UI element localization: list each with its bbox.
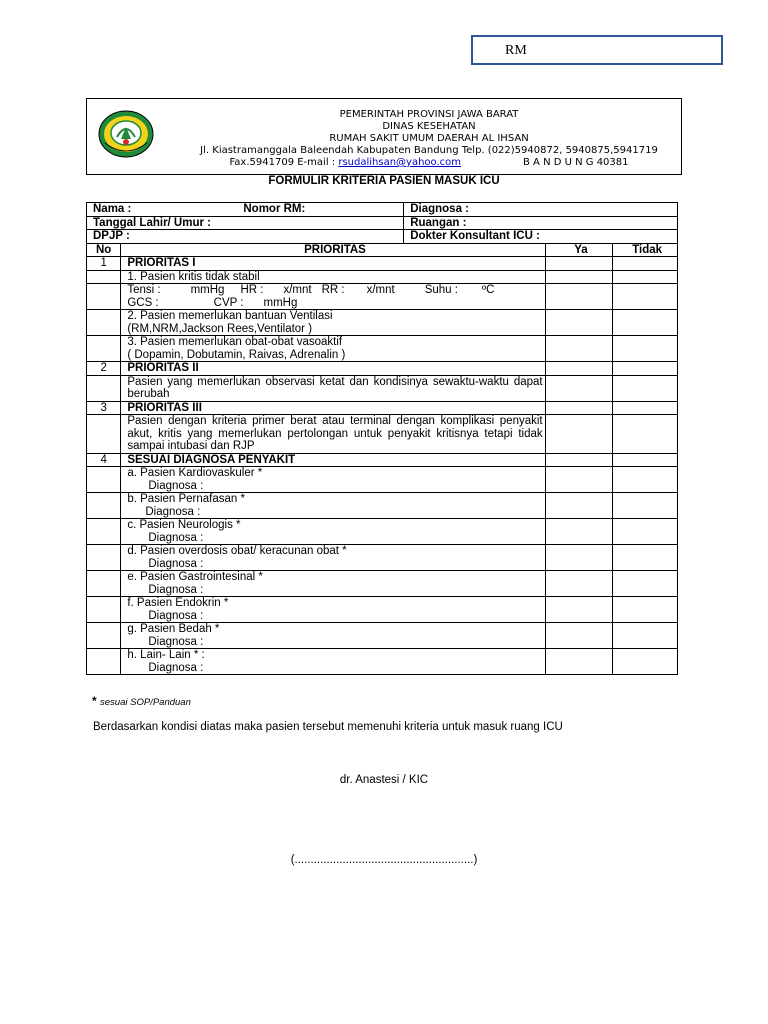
p1-item1-row bbox=[87, 270, 678, 284]
p2-ya-cell[interactable] bbox=[545, 362, 613, 376]
criteria-table bbox=[86, 202, 678, 675]
p3-title-row bbox=[87, 401, 678, 415]
p1-item2-ya[interactable] bbox=[545, 310, 613, 336]
p4-item-e-tidak[interactable] bbox=[613, 571, 678, 597]
p1-item1: 1. Pasien kritis tidak stabil bbox=[121, 270, 545, 284]
signer-title: dr. Anastesi / KIC bbox=[339, 774, 429, 786]
p1-vitals-tidak[interactable] bbox=[613, 284, 678, 310]
p2-desc-ya[interactable] bbox=[545, 375, 613, 401]
letterhead bbox=[86, 98, 682, 175]
p4-item-g-tidak[interactable] bbox=[613, 623, 678, 649]
p4-item-row bbox=[87, 545, 678, 571]
footnote-text: sesuai SOP/Panduan bbox=[100, 697, 191, 708]
city: B A N D U N G 40381 bbox=[523, 157, 629, 168]
tanggal-lahir-field[interactable]: Tanggal Lahir/ Umur : bbox=[87, 216, 404, 230]
p1-item2-row bbox=[87, 310, 678, 336]
email-link[interactable]: rsudalihsan@yahoo.com bbox=[338, 157, 462, 168]
p4-item-row bbox=[87, 519, 678, 545]
p1-item1-ya[interactable] bbox=[545, 270, 613, 284]
p4-item-h-ya[interactable] bbox=[545, 649, 613, 675]
p2-tidak-cell[interactable] bbox=[613, 362, 678, 376]
letterhead-line1: PEMERINTAH PROVINSI JAWA BARAT bbox=[339, 109, 519, 120]
p4-item-b-ya[interactable] bbox=[545, 493, 613, 519]
p4-item-g: g. Pasien Bedah * Diagnosa : bbox=[121, 623, 545, 649]
p4-ya-cell[interactable] bbox=[545, 453, 613, 467]
p1-vitals-ya[interactable] bbox=[545, 284, 613, 310]
p3-desc-tidak[interactable] bbox=[613, 415, 678, 454]
p1-no: 1 bbox=[87, 257, 121, 271]
p1-tidak-cell[interactable] bbox=[613, 257, 678, 271]
p4-item-a-tidak[interactable] bbox=[613, 467, 678, 493]
statement: Berdasarkan kondisi diatas maka pasien tersebut memenuhi kriteria untuk masuk ruang ICU bbox=[93, 721, 563, 733]
p2-desc-tidak[interactable] bbox=[613, 375, 678, 401]
p4-item-row bbox=[87, 597, 678, 623]
letterhead-line4: Jl. Kiastramanggala Baleendah Kabupaten Bandung Telp. (022)5940872, 5940875,5941719 bbox=[200, 145, 658, 156]
p3-desc: Pasien dengan kriteria primer berat atau terminal dengan komplikasi penyakit akut, kritis yang memerlukan pertolongan untuk penyakit kritisnya tetapi tidak sampai intubasi dan RJP bbox=[121, 415, 545, 454]
col-tidak: Tidak bbox=[613, 243, 678, 257]
p4-item-e-ya[interactable] bbox=[545, 571, 613, 597]
p3-desc-ya[interactable] bbox=[545, 415, 613, 454]
p1-item3-row bbox=[87, 336, 678, 362]
diagnosa-field[interactable]: Diagnosa : bbox=[404, 203, 678, 217]
footnote-star: * bbox=[92, 694, 97, 708]
p4-item-c-ya[interactable] bbox=[545, 519, 613, 545]
p4-item-e: e. Pasien Gastrointesinal * Diagnosa : bbox=[121, 571, 545, 597]
p1-item2-tidak[interactable] bbox=[613, 310, 678, 336]
nomor-rm-field[interactable]: Nomor RM: bbox=[243, 203, 306, 215]
p3-desc-row bbox=[87, 415, 678, 454]
p4-title: SESUAI DIAGNOSA PENYAKIT bbox=[121, 453, 545, 467]
p1-item2: 2. Pasien memerlukan bantuan Ventilasi (RM,NRM,Jackson Rees,Ventilator ) bbox=[121, 310, 545, 336]
fax-email-label: Fax.5941709 E-mail : bbox=[229, 157, 339, 168]
p4-item-g-ya[interactable] bbox=[545, 623, 613, 649]
p4-item-f-ya[interactable] bbox=[545, 597, 613, 623]
p4-item-c-tidak[interactable] bbox=[613, 519, 678, 545]
letterhead-line5 bbox=[179, 157, 679, 169]
patient-row-3 bbox=[87, 230, 678, 244]
p4-item-row bbox=[87, 571, 678, 597]
dpjp-field[interactable]: DPJP : bbox=[87, 230, 404, 244]
p4-no: 4 bbox=[87, 453, 121, 467]
col-prioritas: PRIORITAS bbox=[121, 243, 545, 257]
p1-vitals-row bbox=[87, 284, 678, 310]
p2-desc-row bbox=[87, 375, 678, 401]
p4-item-row bbox=[87, 493, 678, 519]
p2-no: 2 bbox=[87, 362, 121, 376]
p2-title-row bbox=[87, 362, 678, 376]
p1-item3-tidak[interactable] bbox=[613, 336, 678, 362]
p4-item-d-tidak[interactable] bbox=[613, 545, 678, 571]
west-java-emblem-icon bbox=[97, 109, 155, 159]
p4-item-a-ya[interactable] bbox=[545, 467, 613, 493]
p4-item-a: a. Pasien Kardiovaskuler * Diagnosa : bbox=[121, 467, 545, 493]
patient-row-1 bbox=[87, 203, 678, 217]
p4-item-d: d. Pasien overdosis obat/ keracunan obat * Diagnosa : bbox=[121, 545, 545, 571]
p4-item-h-tidak[interactable] bbox=[613, 649, 678, 675]
form-title: FORMULIR KRITERIA PASIEN MASUK ICU bbox=[268, 175, 500, 187]
p1-item3: 3. Pasien memerlukan obat-obat vasoaktif ( Dopamin, Dobutamin, Raivas, Adrenalin ) bbox=[121, 336, 545, 362]
dokter-icu-field[interactable]: Dokter Konsultant ICU : bbox=[404, 230, 678, 244]
p4-item-d-ya[interactable] bbox=[545, 545, 613, 571]
signature-line[interactable]: (........................................................) bbox=[290, 854, 478, 866]
p4-item-f-tidak[interactable] bbox=[613, 597, 678, 623]
p4-title-row bbox=[87, 453, 678, 467]
p3-no: 3 bbox=[87, 401, 121, 415]
ruangan-field[interactable]: Ruangan : bbox=[404, 216, 678, 230]
column-header-row bbox=[87, 243, 678, 257]
letterhead-line3: RUMAH SAKIT UMUM DAERAH AL IHSAN bbox=[329, 133, 529, 144]
p3-title: PRIORITAS III bbox=[121, 401, 545, 415]
p2-title: PRIORITAS II bbox=[121, 362, 545, 376]
col-ya: Ya bbox=[545, 243, 613, 257]
p4-item-b-tidak[interactable] bbox=[613, 493, 678, 519]
col-no: No bbox=[87, 243, 121, 257]
patient-row-2 bbox=[87, 216, 678, 230]
p4-tidak-cell[interactable] bbox=[613, 453, 678, 467]
p4-item-c: c. Pasien Neurologis * Diagnosa : bbox=[121, 519, 545, 545]
letterhead-line2: DINAS KESEHATAN bbox=[382, 121, 476, 132]
p1-item3-ya[interactable] bbox=[545, 336, 613, 362]
footnote bbox=[92, 694, 191, 708]
p1-ya-cell[interactable] bbox=[545, 257, 613, 271]
rm-label: RM bbox=[505, 43, 527, 58]
p2-desc: Pasien yang memerlukan observasi ketat dan kondisinya sewaktu-waktu dapat berubah bbox=[121, 375, 545, 401]
p1-title: PRIORITAS I bbox=[121, 257, 545, 271]
nama-field[interactable]: Nama : Nomor RM: bbox=[87, 203, 404, 217]
letterhead-text bbox=[179, 109, 679, 169]
rm-box bbox=[471, 35, 723, 65]
p4-item-row bbox=[87, 649, 678, 675]
p4-item-h: h. Lain- Lain * : Diagnosa : bbox=[121, 649, 545, 675]
p3-ya-cell[interactable] bbox=[545, 401, 613, 415]
p3-tidak-cell[interactable] bbox=[613, 401, 678, 415]
p4-item-b: b. Pasien Pernafasan * Diagnosa : bbox=[121, 493, 545, 519]
p1-title-row bbox=[87, 257, 678, 271]
p1-item1-tidak[interactable] bbox=[613, 270, 678, 284]
p4-item-row bbox=[87, 467, 678, 493]
p4-item-f: f. Pasien Endokrin * Diagnosa : bbox=[121, 597, 545, 623]
p1-vitals[interactable]: Tensi : mmHg HR : x/mnt RR : x/mnt Suhu : ºC GCS : CVP : mmHg bbox=[121, 284, 545, 310]
p4-item-row bbox=[87, 623, 678, 649]
